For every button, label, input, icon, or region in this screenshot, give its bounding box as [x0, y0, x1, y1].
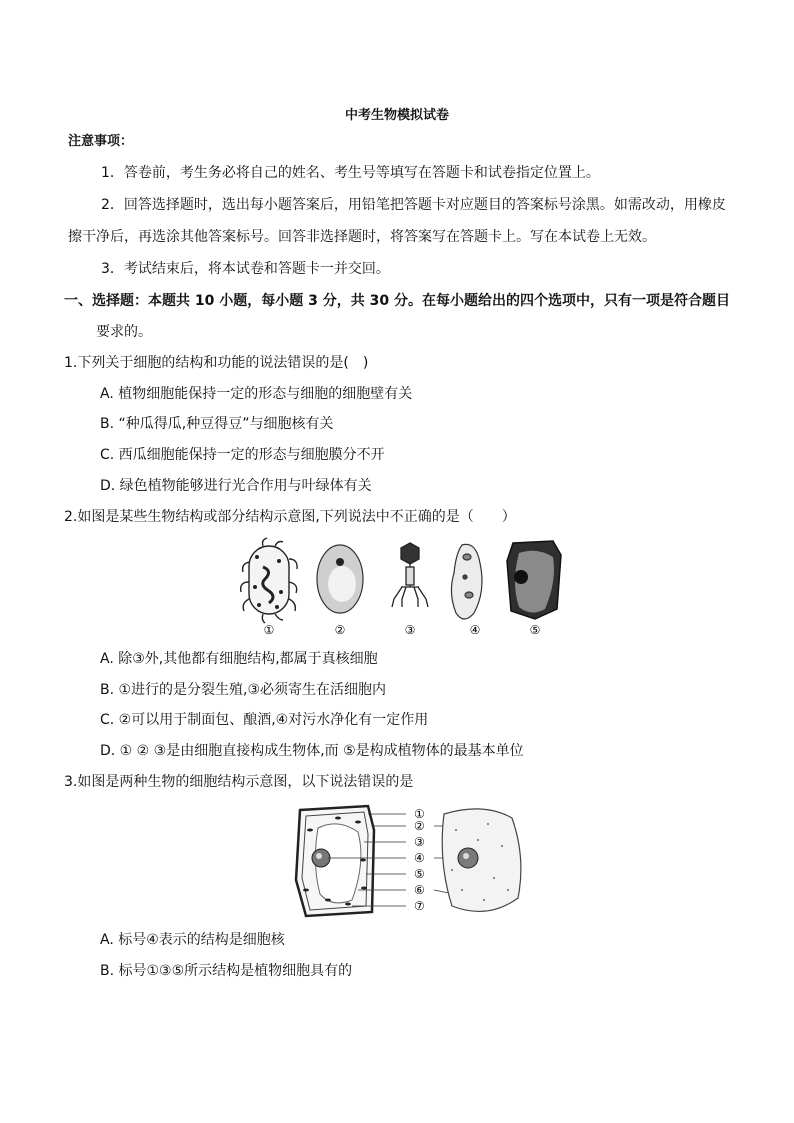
question-3-stem: 3.如图是两种生物的细胞结构示意图，以下说法错误的是: [64, 774, 414, 790]
animal-cell-diagram: [442, 809, 521, 912]
question-3-option-b: B. 标号①③⑤所示结构是植物细胞具有的: [100, 963, 353, 979]
figure-label-2: ②: [334, 623, 346, 637]
figure-label-1: ①: [414, 807, 425, 821]
yeast-illustration: [317, 545, 363, 613]
figure-label-4: ④: [414, 851, 425, 865]
question-1-stem: 1.下列关于细胞的结构和功能的说法错误的是( ): [64, 355, 369, 371]
virus-illustration: [392, 543, 428, 607]
question-2-option-b: B. ①进行的是分裂生殖,③必须寄生在活细胞内: [100, 682, 387, 698]
notice-2: 2．回答选择题时，选出每小题答案后，用铅笔把答题卡对应题目的答案标号涂黑。如需改动，用橡皮: [101, 197, 726, 213]
figure-label-5: ⑤: [529, 623, 541, 637]
notice-3: 3．考试结束后，将本试卷和答题卡一并交回。: [101, 261, 390, 277]
section-heading: 一、选择题：本题共 10 小题，每小题 3 分，共 30 分。在每小题给出的四个选项中，只有一项是符合题目: [64, 293, 730, 309]
question-1-option-d: D. 绿色植物能够进行光合作用与叶绿体有关: [100, 478, 372, 494]
section-heading-cont: 要求的。: [96, 324, 152, 340]
question-1-option-b: B. “种瓜得瓜,种豆得豆”与细胞核有关: [100, 416, 334, 432]
figure-label-7: ⑦: [414, 899, 425, 913]
figure-label-3: ③: [414, 835, 425, 849]
question-3-figure: [288, 800, 528, 922]
question-2-figure: [235, 537, 565, 639]
notice-heading: 注意事项：: [68, 134, 134, 149]
question-2-option-d: D. ① ② ③是由细胞直接构成生物体,而 ⑤是构成植物体的最基本单位: [100, 743, 524, 759]
question-2-option-c: C. ②可以用于制面包、酿酒,④对污水净化有一定作用: [100, 712, 429, 728]
plant-cell-illustration: [507, 541, 561, 619]
question-2-stem: 2.如图是某些生物结构或部分结构示意图,下列说法中不正确的是（ ）: [64, 509, 516, 525]
label-numbers: [414, 807, 425, 913]
figure-label-2: ②: [414, 819, 425, 833]
plant-cell-diagram: [296, 806, 374, 916]
question-1-option-c: C. 西瓜细胞能保持一定的形态与细胞膜分不开: [100, 447, 385, 463]
figure-label-4: ④: [469, 623, 481, 637]
figure-label-5: ⑤: [414, 867, 425, 881]
figure-label-3: ③: [404, 623, 416, 637]
question-3-option-a: A. 标号④表示的结构是细胞核: [100, 932, 285, 948]
question-2-option-a: A. 除③外,其他都有细胞结构,都属于真核细胞: [100, 651, 378, 667]
figure-label-6: ⑥: [414, 883, 425, 897]
notice-2-cont: 擦干净后，再选涂其他答案标号。回答非选择题时，将答案写在答题卡上。写在本试卷上无效。: [68, 229, 656, 245]
paramecium-illustration: [451, 544, 482, 619]
page-title: 中考生物模拟试卷: [344, 108, 449, 123]
notice-1: 1．答卷前，考生务必将自己的姓名、考生号等填写在答题卡和试卷指定位置上。: [101, 165, 600, 181]
question-1-option-a: A. 植物细胞能保持一定的形态与细胞的细胞壁有关: [100, 386, 413, 402]
bacterium-illustration: [241, 538, 297, 623]
figure-label-1: ①: [263, 623, 275, 637]
